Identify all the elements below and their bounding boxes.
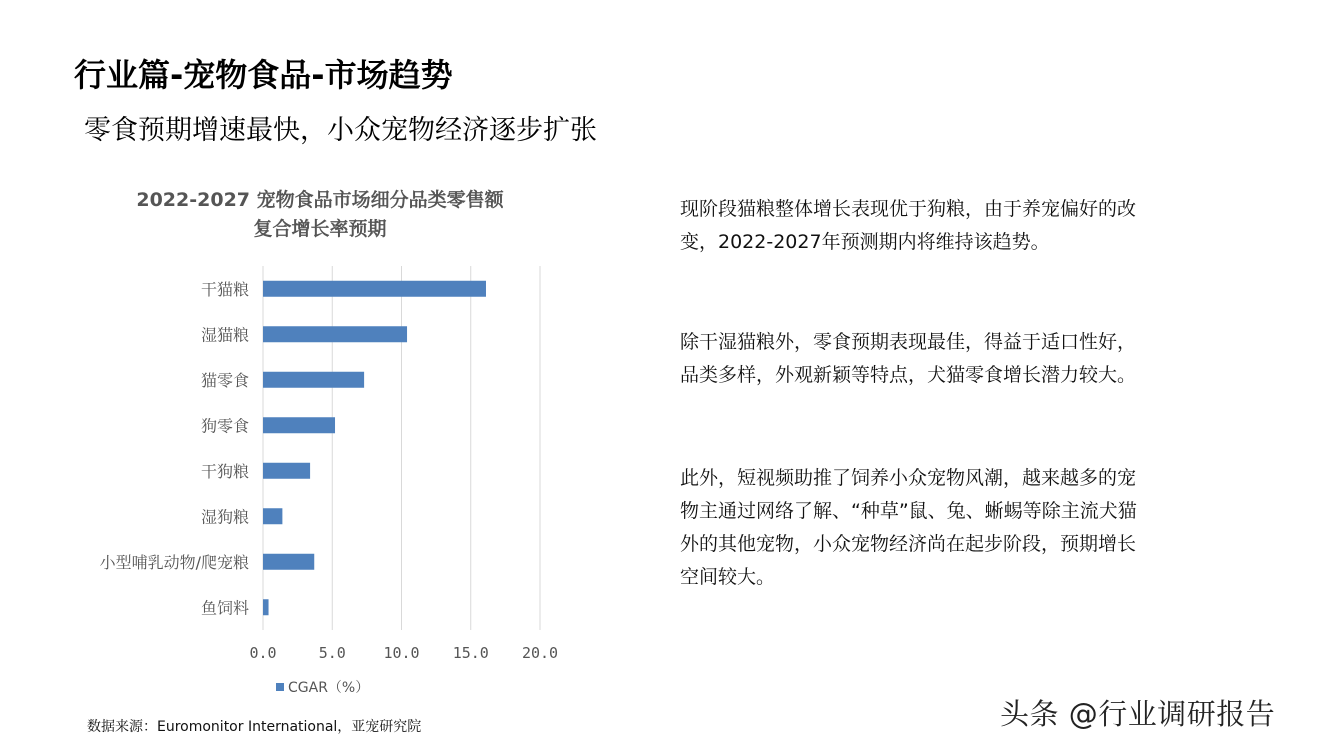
bar xyxy=(263,372,364,388)
category-label: 湿猫粮 xyxy=(200,325,249,345)
paragraph-3: 此外，短视频助推了饲养小众宠物风潮，越来越多的宠物主通过网络了解、“种草”鼠、兔、蜥蜴等除主流犬猫外的其他宠物，小众宠物经济尚在起步阶段，预期增长空间较大。 xyxy=(680,467,1137,588)
paragraph-2: 除干湿猫粮外，零食预期表现最佳，得益于适口性好，品类多样，外观新颖等特点，犬猫零食增长潜力较大。 xyxy=(680,331,1137,386)
legend-swatch xyxy=(276,683,284,691)
category-label: 湿狗粮 xyxy=(200,507,249,527)
bar xyxy=(263,508,282,524)
category-label: 猫零食 xyxy=(200,370,249,390)
page-subtitle: 零食预期增速最快，小众宠物经济逐步扩张 xyxy=(84,115,597,146)
category-label: 干狗粮 xyxy=(200,461,249,481)
legend-label: CGAR（%） xyxy=(288,680,370,696)
chart-title-line-2: 复合增长率预期 xyxy=(253,218,387,240)
chart-gridlines xyxy=(263,266,540,630)
category-label: 鱼饲料 xyxy=(200,598,249,618)
bar xyxy=(263,326,407,342)
x-tick-label: 0.0 xyxy=(249,644,277,662)
chart-bars xyxy=(263,281,486,616)
data-source-note: 数据来源：Euromonitor International，亚宠研究院 xyxy=(87,719,422,735)
bar xyxy=(263,554,314,570)
bar xyxy=(263,599,269,615)
chart-title-line-1: 2022-2027 宠物食品市场细分品类零售额 xyxy=(136,189,504,211)
category-label: 干猫粮 xyxy=(200,279,249,299)
x-tick-label: 5.0 xyxy=(318,644,346,662)
bar xyxy=(263,281,486,297)
x-tick-label: 10.0 xyxy=(383,644,420,662)
page-title: 行业篇-宠物食品-市场趋势 xyxy=(74,56,453,94)
chart-tick-labels xyxy=(249,644,558,662)
category-label: 小型哺乳动物/爬宠粮 xyxy=(99,552,249,572)
paragraph-1: 现阶段猫粮整体增长表现优于狗粮，由于养宠偏好的改变，2022-2027年预测期内将维持该趋势。 xyxy=(680,198,1137,253)
x-tick-label: 15.0 xyxy=(452,644,489,662)
chart-legend xyxy=(276,677,369,697)
watermark: 头条 @行业调研报告 xyxy=(1000,697,1276,731)
x-tick-label: 20.0 xyxy=(521,644,559,662)
bar xyxy=(263,463,310,479)
category-label: 狗零食 xyxy=(200,416,249,436)
bar xyxy=(263,417,335,433)
chart-category-labels xyxy=(100,280,249,618)
